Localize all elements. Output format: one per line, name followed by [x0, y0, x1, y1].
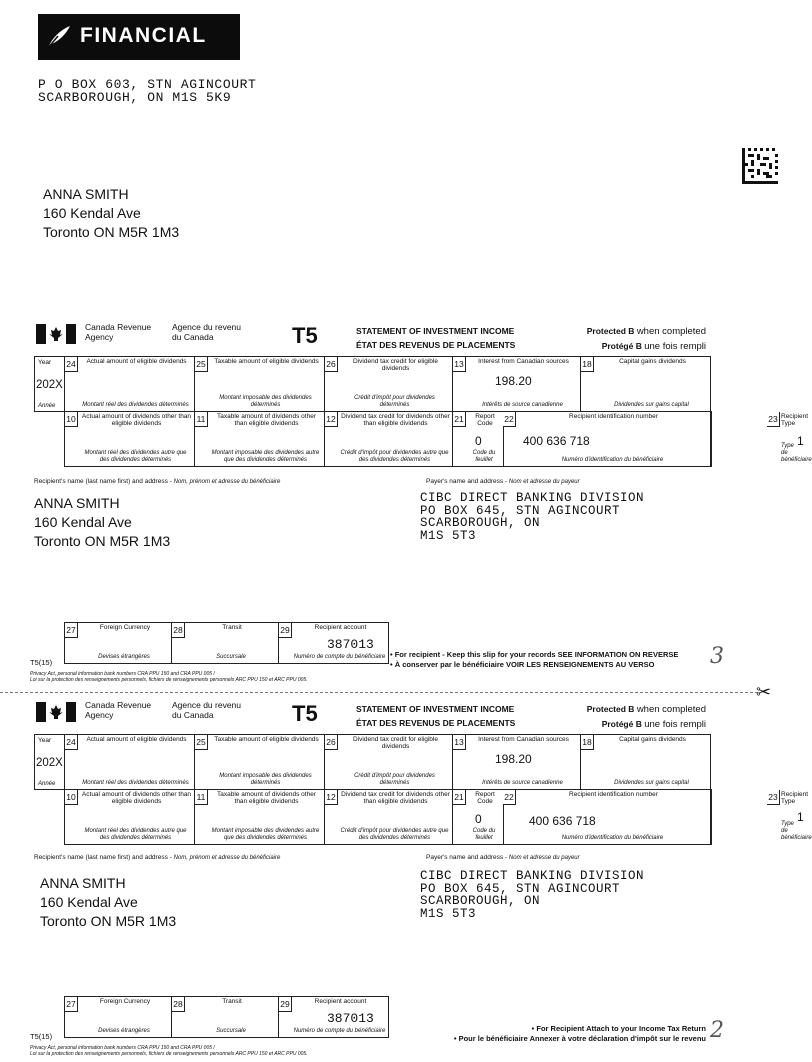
box-12: 12 Dividend tax credit for dividends other than eligible dividends Crédit d'impôt pour dividendes autre que des dividendes déterminés [325, 412, 453, 467]
scissors-icon: ✂ [756, 682, 772, 702]
payer-label: Payer's name and address - Nom et adresse du payeur [426, 854, 580, 861]
box-27: 27 Foreign Currency Devises étrangères [65, 623, 172, 664]
agency-en: Canada Revenue Agency [85, 700, 152, 720]
account-boxes [64, 996, 389, 1038]
statement-title: STATEMENT OF INVESTMENT INCOME ÉTAT DES REVENUS DE PLACEMENTS [356, 704, 516, 728]
box-24: 24 Actual amount of eligible dividends Montant réel des dividendes déterminés [65, 357, 195, 412]
agency-en: Canada Revenue Agency [85, 322, 152, 342]
box-13: 13 Interest from Canadian sources 198.20 Intérêts de source canadienne [453, 357, 581, 412]
slip-boxes-table [34, 356, 812, 467]
box-27: 27 Foreign Currency Devises étrangères [65, 997, 172, 1038]
box-year: Year 202X Année [35, 735, 65, 790]
box-10: 10 Actual amount of dividends other than eligible dividends Montant réel des dividendes autre que des dividendes déterminés [65, 790, 195, 845]
brand-logo [38, 14, 240, 60]
box-13: 13 Interest from Canadian sources 198.20 Intérêts de source canadienne [453, 735, 581, 790]
recipient-id-value: 400 636 718 [529, 814, 596, 828]
box-25: 25 Taxable amount of eligible dividends Montant imposable des dividendes déterminés [195, 735, 325, 790]
leaf-icon [42, 20, 76, 54]
protected-b-label: Protected B when completed Protégé B une fois rempli [586, 326, 706, 352]
box-29: 29 Recipient account 387013 Numéro de compte du bénéficiaire [279, 997, 389, 1038]
box-18: 18 Capital gains dividends Dividendes sur gains capital [581, 735, 711, 790]
interest-value: 198.20 [495, 374, 532, 388]
account-boxes [64, 622, 389, 664]
box-21: 21 Report Code 0 Code du feuillet [453, 412, 504, 466]
box-26: 26 Dividend tax credit for eligible dividends Crédit d'impôt pour dividendes déterminés [325, 357, 453, 412]
account-value: 387013 [327, 637, 374, 652]
t5-slip-copy-2 [30, 700, 812, 1062]
payer-address: CIBC DIRECT BANKING DIVISION PO BOX 645, STN AGINCOURT SCARBOROUGH, ON M1S 5T3 [420, 869, 645, 921]
sender-address: P O BOX 603, STN AGINCOURT SCARBOROUGH, ON M1S 5K9 [38, 77, 257, 105]
box-21: 21 Report Code 0 Code du feuillet [453, 790, 504, 844]
box-24: 24 Actual amount of eligible dividends Montant réel des dividendes déterminés [65, 735, 195, 790]
slip-recipient-address: ANNA SMITH 160 Kendal Ave Toronto ON M5R 1M3 [34, 495, 171, 549]
recipient-label: Recipient's name (last name first) and address - Nom, prénom et adresse du bénéficiaire [34, 478, 281, 485]
form-title: T5 [292, 701, 318, 726]
box-21-22 [453, 412, 711, 467]
box-28: 28 Transit Succursale [172, 623, 279, 664]
mailing-recipient-address: ANNA SMITH 160 Kendal Ave Toronto ON M5R 1M3 [43, 186, 180, 240]
copy-instructions: • For Recipient Attach to your Income Tax Return • Pour le bénéficiaire Annexer à votre déclaration d'impôt sur le revenu [453, 1024, 706, 1043]
box-18: 18 Capital gains dividends Dividendes sur gains capital [581, 357, 711, 412]
box-23: 23 Recipient Type 1 Type de bénéficiaire [711, 790, 712, 845]
interest-value: 198.20 [495, 752, 532, 766]
box-26: 26 Dividend tax credit for eligible dividends Crédit d'impôt pour dividendes déterminés [325, 735, 453, 790]
recipient-label: Recipient's name (last name first) and address - Nom, prénom et adresse du bénéficiaire [34, 854, 281, 861]
box-28: 28 Transit Succursale [172, 997, 279, 1038]
recipient-id-value: 400 636 718 [523, 434, 590, 448]
brand-name: FINANCIAL [80, 24, 207, 47]
canada-flag-icon [36, 324, 76, 344]
privacy-notice: Privacy Act, personal information bank numbers CRA PPU 150 and CRA PPU 005 / Loi sur la protection des renseignements personnels, fichiers de renseignements personnels ARC PPU 150 et ARC PPU 005. [30, 671, 308, 683]
privacy-notice: Privacy Act, personal information bank numbers CRA PPU 150 and CRA PPU 005 / Loi sur la protection des renseignements personnels, fichiers de renseignements personnels ARC PPU 150 et ARC PPU 005. [30, 1045, 308, 1057]
account-value: 387013 [327, 1011, 374, 1026]
canada-flag-icon [36, 702, 76, 722]
box-25: 25 Taxable amount of eligible dividends Montant imposable des dividendes déterminés [195, 357, 325, 412]
box-11: 11 Taxable amount of dividends other than eligible dividends Montant imposable des dividendes autre que des dividendes déterminés [195, 790, 325, 845]
slip-boxes-table [34, 734, 812, 845]
box-22: 22 Recipient identification number 400 636 718 Numéro d'identification du bénéficiaire [504, 413, 664, 463]
statement-title: STATEMENT OF INVESTMENT INCOME ÉTAT DES REVENUS DE PLACEMENTS [356, 326, 516, 350]
agency-fr: Agence du revenu du Canada [172, 322, 241, 342]
copy-number: 3 [710, 644, 724, 669]
protected-b-label: Protected B when completed Protégé B une fois rempli [586, 704, 706, 730]
cut-line [0, 692, 758, 693]
box-22: 22 Recipient identification number 400 636 718 Numéro d'identification du bénéficiaire [504, 791, 664, 841]
payer-label: Payer's name and address - Nom et adresse du payeur [426, 478, 580, 485]
copy-instructions: • For recipient - Keep this slip for your records SEE INFORMATION ON REVERSE • À conserver par le bénéficiaire VOIR LES RENSEIGNEMENTS AU VERSO [390, 650, 679, 669]
form-title: T5 [292, 323, 318, 348]
t5-slip-copy-3 [30, 322, 812, 692]
box-11: 11 Taxable amount of dividends other than eligible dividends Montant imposable des dividendes autre que des dividendes déterminés [195, 412, 325, 467]
form-code: T5(15) [30, 658, 53, 667]
box-23: 23 Recipient Type 1 Type de bénéficiaire [711, 412, 712, 467]
form-code: T5(15) [30, 1032, 53, 1041]
slip-recipient-address: ANNA SMITH 160 Kendal Ave Toronto ON M5R 1M3 [40, 875, 177, 929]
box-year: Year 202X Année [35, 357, 65, 412]
payer-address: CIBC DIRECT BANKING DIVISION PO BOX 645, STN AGINCOURT SCARBOROUGH, ON M1S 5T3 [420, 491, 645, 543]
box-29: 29 Recipient account 387013 Numéro de compte du bénéficiaire [279, 623, 389, 664]
box-10: 10 Actual amount of dividends other than eligible dividends Montant réel des dividendes autre que des dividendes déterminés [65, 412, 195, 467]
box-12: 12 Dividend tax credit for dividends other than eligible dividends Crédit d'impôt pour dividendes autre que des dividendes déterminés [325, 790, 453, 845]
agency-fr: Agence du revenu du Canada [172, 700, 241, 720]
datamatrix-code [742, 148, 778, 184]
box-21-22 [453, 790, 711, 845]
copy-number: 2 [710, 1018, 724, 1043]
